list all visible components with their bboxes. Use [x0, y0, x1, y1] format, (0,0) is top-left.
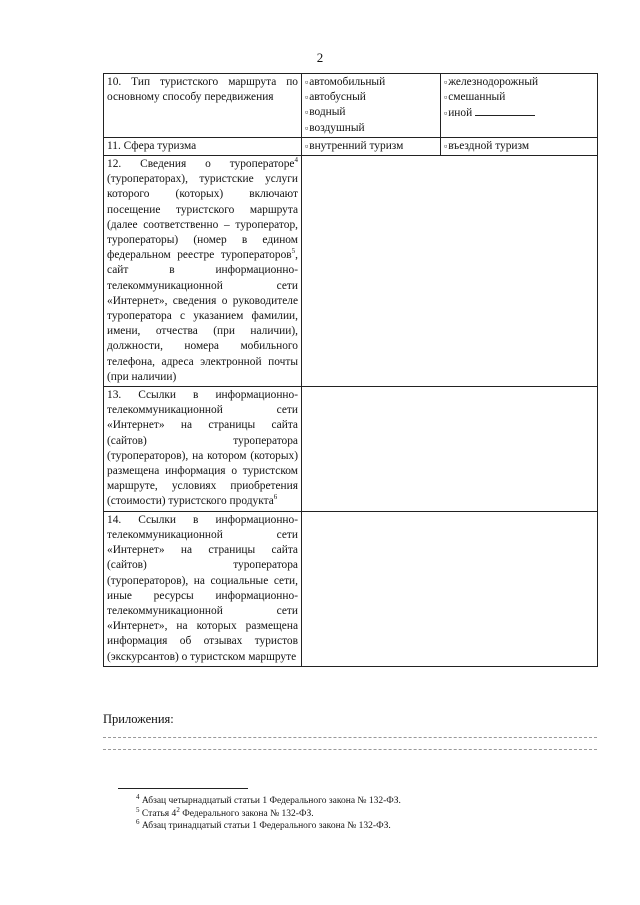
option-bus[interactable]: ▫автобусный [305, 91, 366, 104]
checkbox-icon[interactable]: ▫ [305, 107, 309, 118]
table-row [104, 137, 598, 155]
checkbox-icon[interactable]: ▫ [444, 108, 448, 119]
checkbox-icon[interactable]: ▫ [305, 92, 309, 103]
footnote-4: $^4$ Абзац четырнадцатый статьи 1 Федерального закона № 132-ФЗ. [136, 792, 401, 806]
checkbox-icon[interactable]: ▫ [444, 140, 448, 151]
footnote-ref: 4 [294, 156, 298, 165]
table-row [104, 387, 598, 512]
option-mixed[interactable]: ▫смешанный [444, 91, 506, 104]
checkbox-icon[interactable]: ▫ [444, 92, 448, 103]
checkbox-icon[interactable]: ▫ [444, 77, 448, 87]
footnote-5: $^5$ Статья $4^2$ Федерального закона № 132-ФЗ. [136, 805, 314, 819]
option-other[interactable]: ▫иной [444, 105, 594, 121]
option-water[interactable]: ▫водный [305, 106, 346, 119]
row-10-options-left [302, 74, 441, 138]
option-air[interactable]: ▫воздушный [305, 121, 365, 134]
footnote-6: $^6$ Абзац тринадцатый статьи 1 Федерального закона № 132-ФЗ. [136, 817, 391, 831]
row-13-label: 13. Ссылки в информационно-телекоммуникационной сети «Интернет» на страницы сайта (сайтов) туроператора (туроператоров), на котором (которых) размещена информация о туристском маршруте, условиях приобретения (стоимости) туристского продукта$^6$ [104, 387, 302, 512]
footnote-ref: 5 [291, 247, 296, 256]
route-info-table [103, 73, 598, 667]
option-railway[interactable]: ▫железнодорожный [444, 76, 539, 88]
row-13-value-cell[interactable] [302, 387, 598, 512]
row-10-options-right [441, 74, 598, 138]
footnote-ref: 6 [273, 493, 278, 502]
option-domestic[interactable]: ▫внутренний туризм [305, 139, 404, 152]
option-automobile[interactable]: ▫автомобильный [305, 76, 386, 88]
attachments-label: Приложения: [103, 712, 174, 726]
row-10-label: 10. Тип туристского маршрута по основному способу передвижения [104, 74, 302, 138]
row-14-label: 14. Ссылки в информационно-телекоммуникационной сети «Интернет» на страницы сайта (сайтов) туроператора (туроператоров), на социальные сети, иные ресурсы информационно-телекоммуникационной сети «Интернет», на которых размещена информация об отзывах туристов (экскурсантов) о туристском маршруте [104, 511, 302, 666]
row-11-options-right [441, 137, 598, 155]
row-12-label: 12. Сведения о туроператоре$^4$ (туроператорах), туристские услуги которого (которых) включают посещение туристского маршрута (далее соответственно – туроператор, туроператоры) (номер в едином федеральном реестре туроператоров$^5$, сайт в информационно-телекоммуникационной сети «Интернет», сведения о руководителе туроператора с указанием фамилии, имени, отчества (при наличии), должности, номера мобильного телефона, адреса электронной почты (при наличии) [104, 156, 302, 387]
table-row [104, 156, 598, 387]
footnote-separator [118, 788, 248, 789]
other-blank-line[interactable] [475, 105, 535, 116]
row-11-label: 11. Сфера туризма [104, 137, 302, 155]
table-row [104, 511, 598, 666]
page-number: 2 [316, 50, 324, 65]
checkbox-icon[interactable]: ▫ [305, 140, 309, 151]
row-14-value-cell[interactable] [302, 511, 598, 666]
checkbox-icon[interactable]: ▫ [305, 77, 309, 87]
footnotes [136, 792, 401, 833]
row-12-value-cell[interactable] [302, 156, 598, 387]
attachments-line[interactable] [103, 737, 597, 738]
attachments-line[interactable] [103, 749, 597, 750]
option-inbound[interactable]: ▫въездной туризм [444, 139, 530, 152]
checkbox-icon[interactable]: ▫ [305, 122, 309, 133]
table-row [104, 74, 598, 138]
row-11-options-left [302, 137, 441, 155]
